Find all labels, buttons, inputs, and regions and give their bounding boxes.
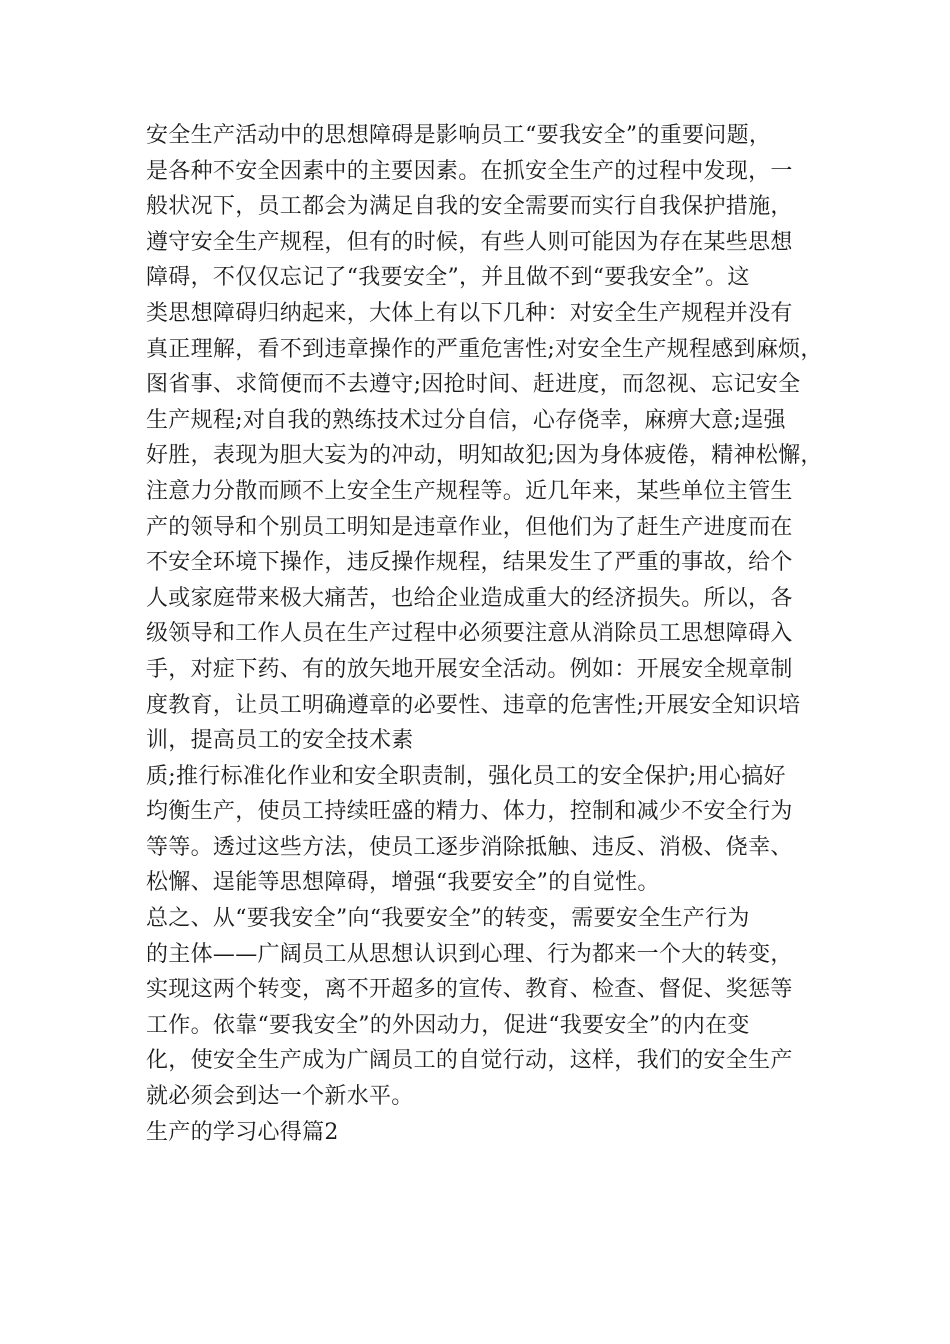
text-line: 松懈、逞能等思想障碍，增强“我要安全”的自觉性。 [146,870,660,896]
text-line: 度教育，让员工明确遵章的必要性、违章的危害性;开展安全知识培 [146,692,801,718]
text-line: 工作。依靠“要我安全”的外因动力，促进“我要安全”的内在变 [146,1012,750,1038]
text-line: 级领导和工作人员在生产过程中必须要注意从消除员工思想障碍入 [146,621,793,647]
text-line: 化，使安全生产成为广阔员工的自觉行动，这样，我们的安全生产 [146,1048,793,1074]
text-line: 生产规程;对自我的熟练技术过分自信，心存侥幸，麻痹大意;逞强 [146,407,786,433]
text-line: 图省事、求简便而不去遵守;因抢时间、赶进度，而忽视、忘记安全 [146,372,801,398]
section-heading: 生产的学习心得篇2 [146,1119,339,1145]
text-line: 的主体——广阔员工从思想认识到心理、行为都来一个大的转变， [146,941,793,967]
text-line: 般状况下，员工都会为满足自我的安全需要而实行自我保护措施， [146,194,793,220]
text-line: 遵守安全生产规程，但有的时候，有些人则可能因为存在某些思想 [146,229,793,255]
text-line: 手，对症下药、有的放矢地开展安全活动。例如：开展安全规章制 [146,656,793,682]
text-line: 均衡生产，使员工持续旺盛的精力、体力，控制和减少不安全行为 [146,799,793,825]
text-line: 产的领导和个别员工明知是违章作业，但他们为了赶生产进度而在 [146,514,793,540]
text-line: 就必须会到达一个新水平。 [146,1084,414,1110]
text-line: 质;推行标准化作业和安全职责制，强化员工的安全保护;用心搞好 [146,763,786,789]
text-line: 不安全环境下操作，违反操作规程，结果发生了严重的事故，给个 [146,550,793,576]
text-line: 好胜，表现为胆大妄为的冲动，明知故犯;因为身体疲倦，精神松懈， [146,443,823,469]
text-line: 人或家庭带来极大痛苦，也给企业造成重大的经济损失。所以，各 [146,585,793,611]
text-line: 训，提高员工的安全技术素 [146,728,414,754]
text-line: 实现这两个转变，离不开超多的宣传、教育、检查、督促、奖惩等 [146,977,793,1003]
text-line: 安全生产活动中的思想障碍是影响员工“要我安全”的重要问题， [146,123,772,148]
text-line: 类思想障碍归纳起来，大体上有以下几种：对安全生产规程并没有 [146,300,793,326]
document-body [146,118,826,1150]
text-line: 等等。透过这些方法，使员工逐步消除抵触、违反、消极、侥幸、 [146,834,793,860]
text-line: 障碍，不仅仅忘记了“我要安全”，并且做不到“要我安全”。这 [146,265,750,291]
text-line: 是各种不安全因素中的主要因素。在抓安全生产的过程中发现，一 [146,158,793,184]
text-line: 真正理解，看不到违章操作的严重危害性;对安全生产规程感到麻烦， [146,336,823,362]
text-line: 总之、从“要我安全”向“我要安全”的转变，需要安全生产行为 [146,906,750,932]
text-line: 注意力分散而顾不上安全生产规程等。近几年来，某些单位主管生 [146,478,793,504]
